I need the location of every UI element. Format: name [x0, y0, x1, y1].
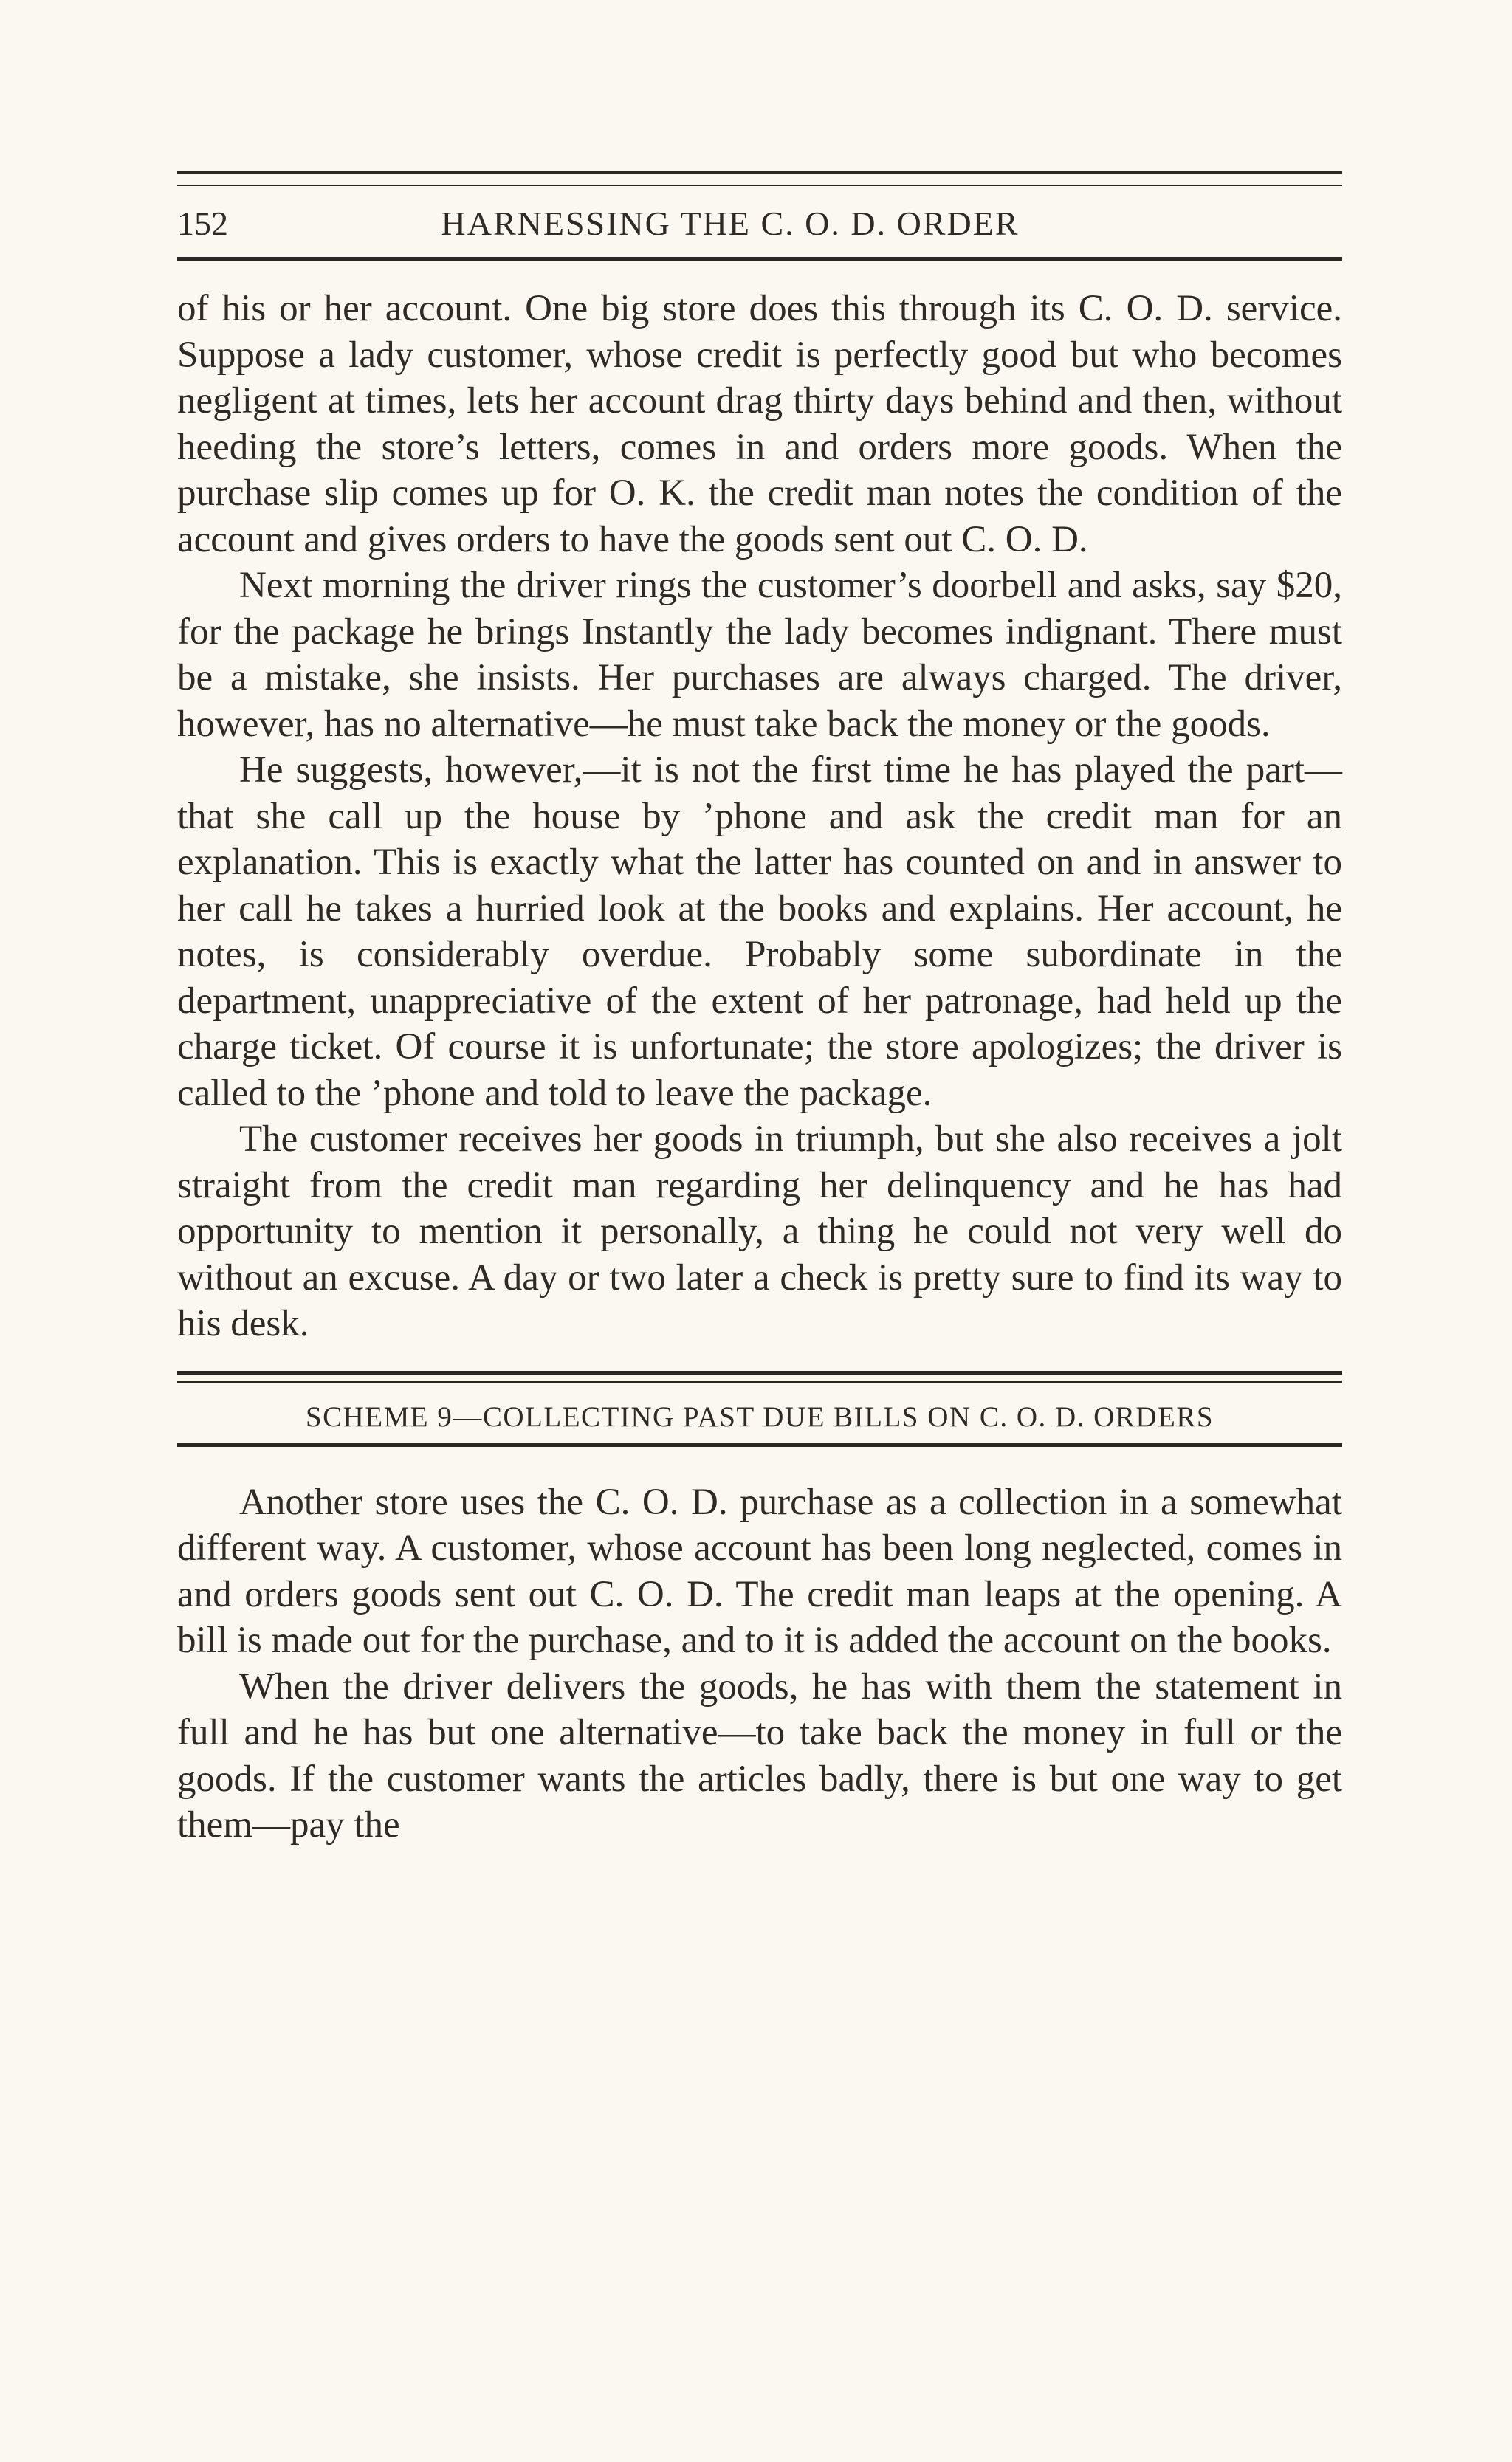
- top-double-rule: [177, 171, 1342, 186]
- paragraph: He suggests, however,—it is not the first time he has played the part—that she call up the house by ’phone and ask the credit man for an explanation. This is exactly what the latter has counted on and in answer to her call he takes a hurried look at the books and explains. Her account, he notes, is considerably overdue. Probably some subordinate in the department, unappreciative of the extent of her patronage, had held up the charge ticket. Of course it is unfortunate; the store apologizes; the driver is called to the ’phone and told to leave the package.: [177, 749, 1342, 1114]
- paragraph: When the driver delivers the goods, he has with them the statement in full and he has but one alternative—to take back the money in full or the goods. If the customer wants the articles badly, there is but one way to get them—pay the: [177, 1665, 1342, 1846]
- page-number: 152: [177, 204, 228, 242]
- book-page: [177, 171, 1342, 1849]
- paragraph: Next morning the driver rings the customer’s doorbell and asks, say $20, for the package he brings Instantly the lady becomes indignant. There must be a mistake, she insists. Her purchases are always charged. The driver, however, has no alternative—he must take back the money or the goods.: [177, 565, 1342, 745]
- section-body-text: [177, 1479, 1342, 1849]
- running-head-rule: [177, 257, 1342, 261]
- section-heading: SCHEME 9—COLLECTING PAST DUE BILLS ON C. O. D. ORDERS: [305, 1400, 1214, 1433]
- running-head: [177, 192, 1342, 254]
- section-top-rule: [177, 1371, 1342, 1383]
- body-text: [177, 286, 1342, 1347]
- paragraph: The customer receives her goods in triumph, but she also receives a jolt straight from the credit man regarding her delinquency and he has had opportunity to mention it personally, a thing he could not very well do without an excuse. A day or two later a check is pretty sure to find its way to his desk.: [177, 1118, 1342, 1344]
- paragraph-continued: of his or her account. One big store does this through its C. O. D. service. Suppose a lady customer, whose credit is perfectly good but who becomes negligent at times, lets her account drag thirty days behind and then, without heeding the store’s letters, comes in and orders more goods. When the purchase slip comes up for O. K. the credit man notes the condition of the account and gives orders to have the goods sent out C. O. D.: [177, 288, 1342, 560]
- section-bottom-rule: [177, 1443, 1342, 1447]
- paragraph: Another store uses the C. O. D. purchase as a collection in a somewhat different way. A customer, whose account has been long neglected, comes in and orders goods sent out C. O. D. The credit man leaps at the opening. A bill is made out for the purchase, and to it is added the account on the books.: [177, 1481, 1342, 1661]
- running-head-title: HARNESSING THE C. O. D. ORDER: [441, 204, 1020, 242]
